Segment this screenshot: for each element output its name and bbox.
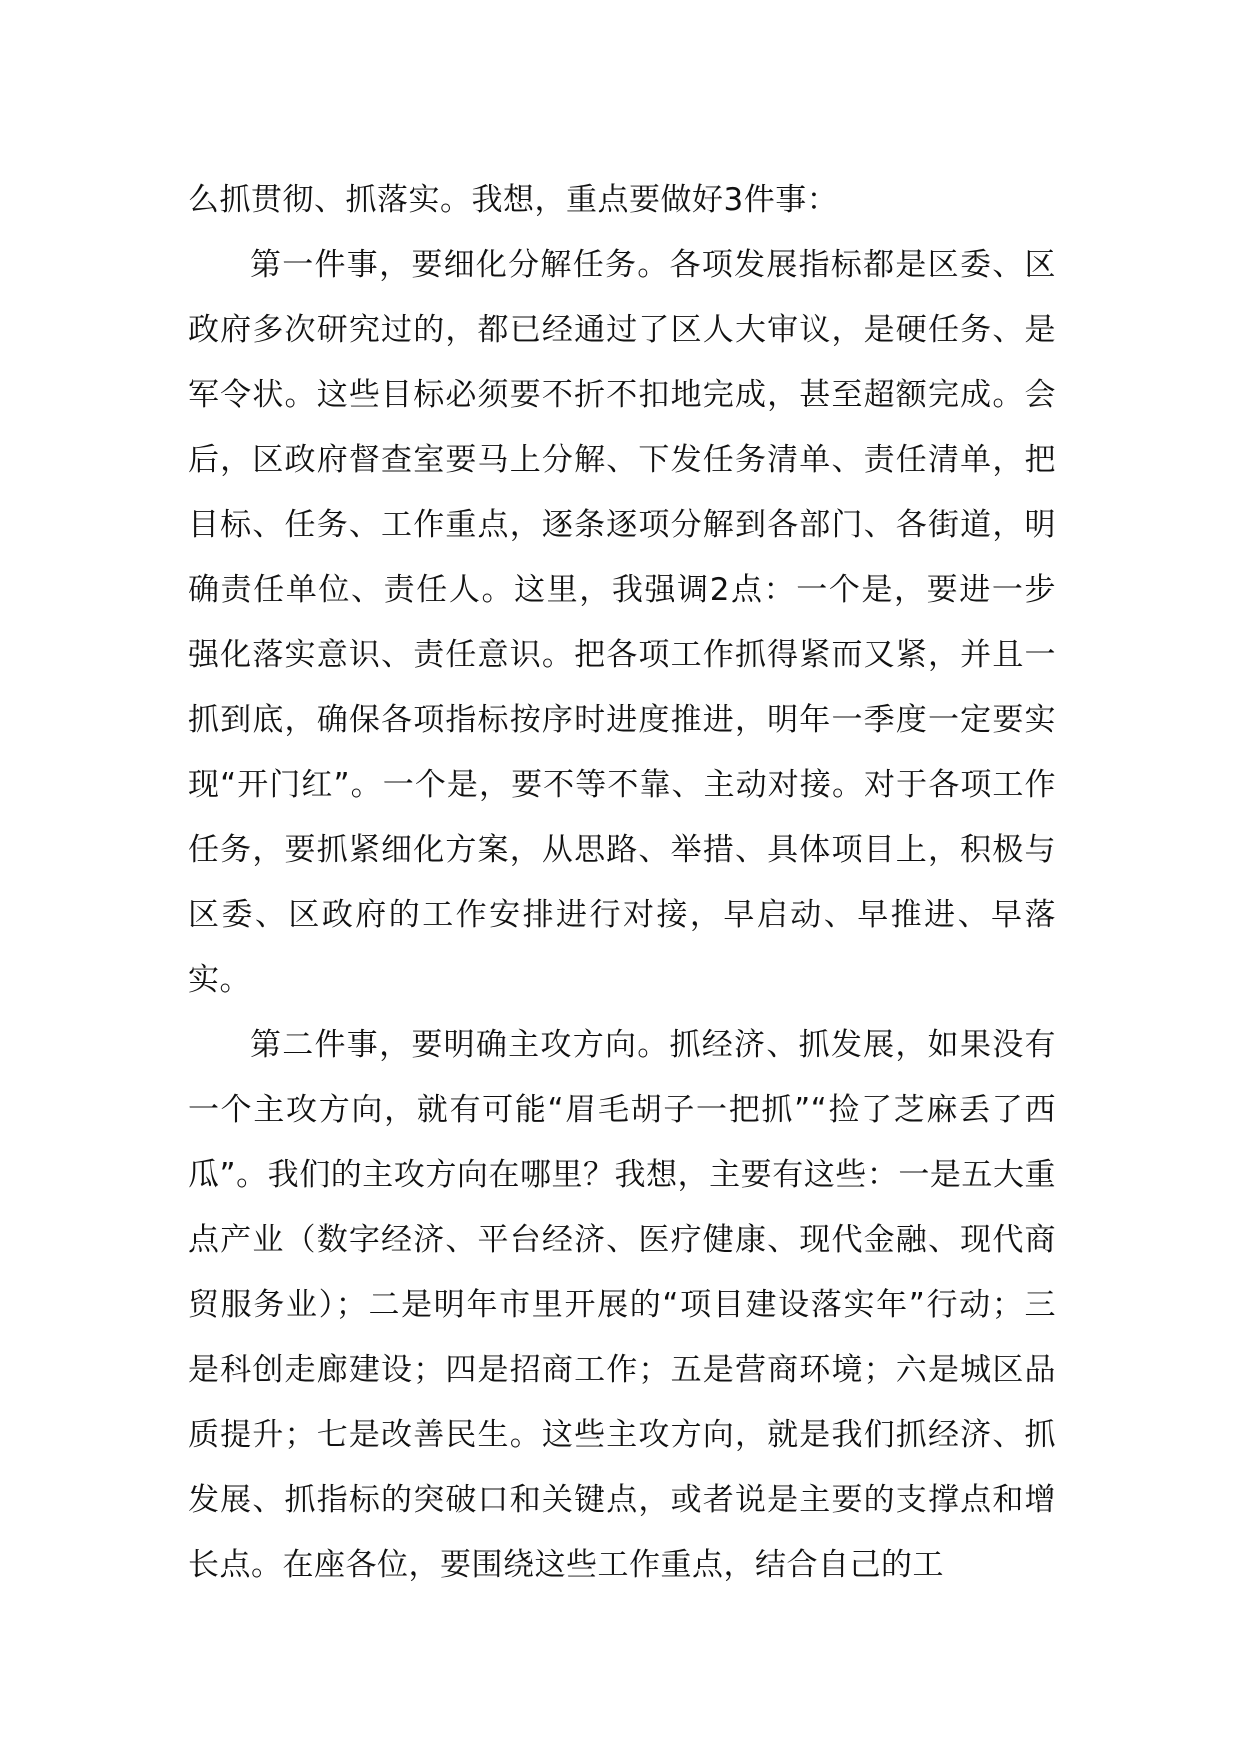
paragraph-first-task: 第一件事，要细化分解任务。各项发展指标都是区委、区政府多次研究过的，都已经通过了区人大审议，是硬任务、是军令状。这些目标必须要不折不扣地完成，甚至超额完成。会后，区政府督查室要马上分解、下发任务清单、责任清单，把目标、任务、工作重点，逐条逐项分解到各部门、各街道，明确责任单位、责任人。这里，我强调2点：一个是，要进一步强化落实意识、责任意识。把各项工作抓得紧而又紧，并且一抓到底，确保各项指标按序时进度推进，明年一季度一定要实现“开门红”。一个是，要不等不靠、主动对接。对于各项工作任务，要抓紧细化方案，从思路、举措、具体项目上，积极与区委、区政府的工作安排进行对接，早启动、早推进、早落实。 bbox=[188, 247, 1056, 998]
document-page bbox=[188, 168, 1056, 1598]
paragraph-second-task: 第二件事，要明确主攻方向。抓经济、抓发展，如果没有一个主攻方向，就有可能“眉毛胡子一把抓”“捡了芝麻丢了西瓜”。我们的主攻方向在哪里？我想，主要有这些：一是五大重点产业（数字经济、平台经济、医疗健康、现代金融、现代商贸服务业）；二是明年市里开展的“项目建设落实年”行动；三是科创走廊建设；四是招商工作；五是营商环境；六是城区品质提升；七是改善民生。这些主攻方向，就是我们抓经济、抓发展、抓指标的突破口和关键点，或者说是主要的支撑点和增长点。在座各位，要围绕这些工作重点，结合自己的工 bbox=[188, 1027, 1056, 1583]
paragraph-intro: 么抓贯彻、抓落实。我想，重点要做好3件事： bbox=[188, 182, 839, 218]
